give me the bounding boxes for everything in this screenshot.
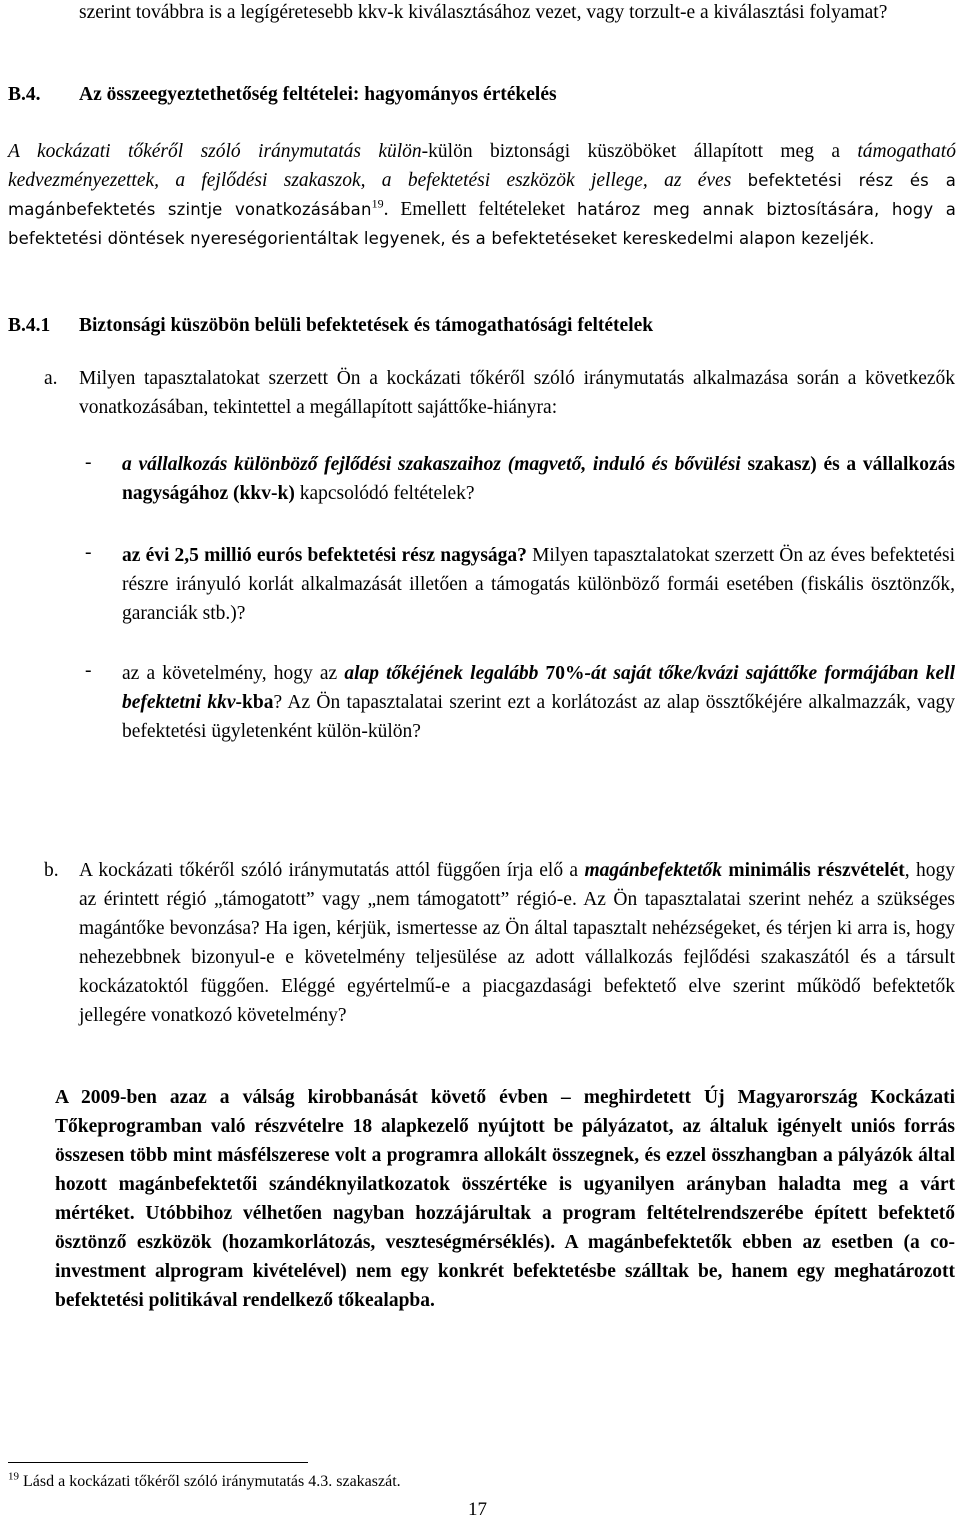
answer-paragraph: A 2009-ben azaz a válság kirobbanását követő évben – meghirdetett Új Magyarország Kockázati Tőkeprogramban való részvételre 18 alapkezelő nyújtott be pályázatot, az általuk igényelt uniós forrás összesen több mint másfélszerese volt a programra allokált összegnek, és ezzel összhangban a pályázók által hozott magánbefektetői szándéknyilatkozatok összértéke is ugyanilyen arányban haladta meg a várt mértéket. Utóbbihoz vélhetően nagyban hozzájárultak a program feltételrendszerébe épített befektető ösztönző eszközök (hozamkorlátozás, veszteségmérséklés). A magánbefektetők ebben az esetben (a co-investment alprogram kivételével) nem egy konkrét befektetésbe szálltak be, hanem egy meghatározott befektetési politikával rendelkező tőkealapba. (55, 1087, 955, 1311)
bullet-1-bold-italic: a vállalkozás különböző fejlődési szakaszaihoz (magvető, induló és bővülési (122, 454, 741, 475)
p1-text-a: -külön biztonsági küszöböket állapított meg a (421, 141, 858, 162)
bullet-1-bold: szakasz) és a vállalkozás nagyságához (kkv-k) (122, 454, 955, 504)
p1-italic-a: A kockázati tőkéről szóló iránymutatás külön (8, 141, 422, 162)
footnote-ref-19[interactable]: 19 (371, 196, 384, 211)
question-b-text (79, 856, 955, 1030)
footnote-separator (8, 1462, 308, 1463)
p1-text-b: . Emellett feltételeket (383, 199, 577, 220)
bullet-1-dash: - (85, 452, 92, 473)
bullet-3-bold-italic-2: -át saját tőke/kvázi sajáttőke formájában kell befektetni kkv (122, 663, 955, 713)
bullet-1-tail: kapcsolódó feltételek? (294, 483, 475, 504)
question-b-letter: b. (44, 860, 59, 881)
bullet-3-bold-2: -kba (235, 692, 274, 713)
section-b4-title: Az összeegyeztethetőség feltételei: hagyományos értékelés (79, 84, 557, 105)
question-b-bold-italic: magánbefektetők (584, 860, 723, 881)
bullet-3-text (122, 659, 955, 746)
p1-italic-b: támogatható kedvezményezettek, a fejlődési szakaszok, a befektetési eszközök jellege, az éves (8, 141, 956, 191)
footnote (8, 1471, 908, 1493)
bullet-2-dash: - (85, 542, 92, 563)
bullet-1-text (122, 450, 955, 508)
intro-text: szerint továbbra is a legígéretesebb kkv-k kiválasztásához vezet, vagy torzult-e a kiválasztási folyamat? (79, 2, 888, 23)
section-b41-title: Biztonsági küszöbön belüli befektetések és támogathatósági feltételek (79, 315, 654, 336)
p1-sans-a: befektetési rész és a magánbefektetés szintje vonatkozásában (8, 171, 956, 219)
question-b-text-a: A kockázati tőkéről szóló iránymutatás attól függően írja elő a (79, 860, 585, 881)
footnote-text: Lásd a kockázati tőkéről szóló iránymutatás 4.3. szakaszát. (19, 1473, 401, 1490)
bullet-3-bold: 70% (545, 663, 585, 684)
p1-sans-b: határoz meg annak biztosítására, hogy a befektetési döntések nyereségorientáltak legyenek, és a befektetéseket kereskedelmi alapon kezeljék. (8, 200, 956, 248)
bullet-2-text (122, 541, 955, 628)
section-b4-number: B.4. (8, 84, 41, 105)
bullet-3-text-a: az a követelmény, hogy az (122, 663, 345, 684)
bullet-3-bold-italic: alap tőkéjének legalább (344, 663, 546, 684)
question-a-letter: a. (44, 368, 58, 389)
bullet-2-tail: Milyen tapasztalatokat szerzett Ön az éves befektetési részre irányuló korlát alkalmazását illetően a támogatás különböző formái esetében (fiskális ösztönzők, garanciák stb.)? (122, 545, 955, 624)
bullet-3-dash: - (85, 660, 92, 681)
question-a-text: Milyen tapasztalatokat szerzett Ön a kockázati tőkéről szóló iránymutatás alkalmazása során a következők vonatkozásában, tekintettel a megállapított sajáttőke-hiányra: (79, 368, 955, 418)
footnote-number: 19 (8, 1470, 19, 1483)
question-b-bold: minimális részvételét (728, 860, 905, 881)
section-b41-number: B.4.1 (8, 315, 51, 336)
bullet-2-bold: az évi 2,5 millió eurós befektetési rész nagysága? (122, 545, 527, 566)
question-b-text-c: , hogy az érintett régió „támogatott” vagy „nem támogatott” régió-e. Az Ön tapasztalatai szerint nehéz a szükséges magántőke bevonzása? Ha igen, kérjük, ismertesse az Ön által tapasztalt nehézségeket, és térjen ki arra is, hogy nehezebbnek bizonyul-e e követelmény teljesülése az adott vállalkozás fejlődési szakaszától és a társult kockázatoktól függően. Eléggé egyértelmű-e a piacgazdasági befektető elve szerint működő befektetők jellegére vonatkozó követelmény? (79, 860, 956, 1026)
page-number: 17 (468, 1499, 487, 1520)
bullet-3-tail: ? Az Ön tapasztalatai szerint ezt a korlátozást az alap össztőkéjére alkalmazzák, vagy befektetési ügyletenként külön-külön? (122, 692, 955, 742)
intro-paragraph (79, 0, 955, 27)
section-b4-paragraph (8, 137, 956, 253)
